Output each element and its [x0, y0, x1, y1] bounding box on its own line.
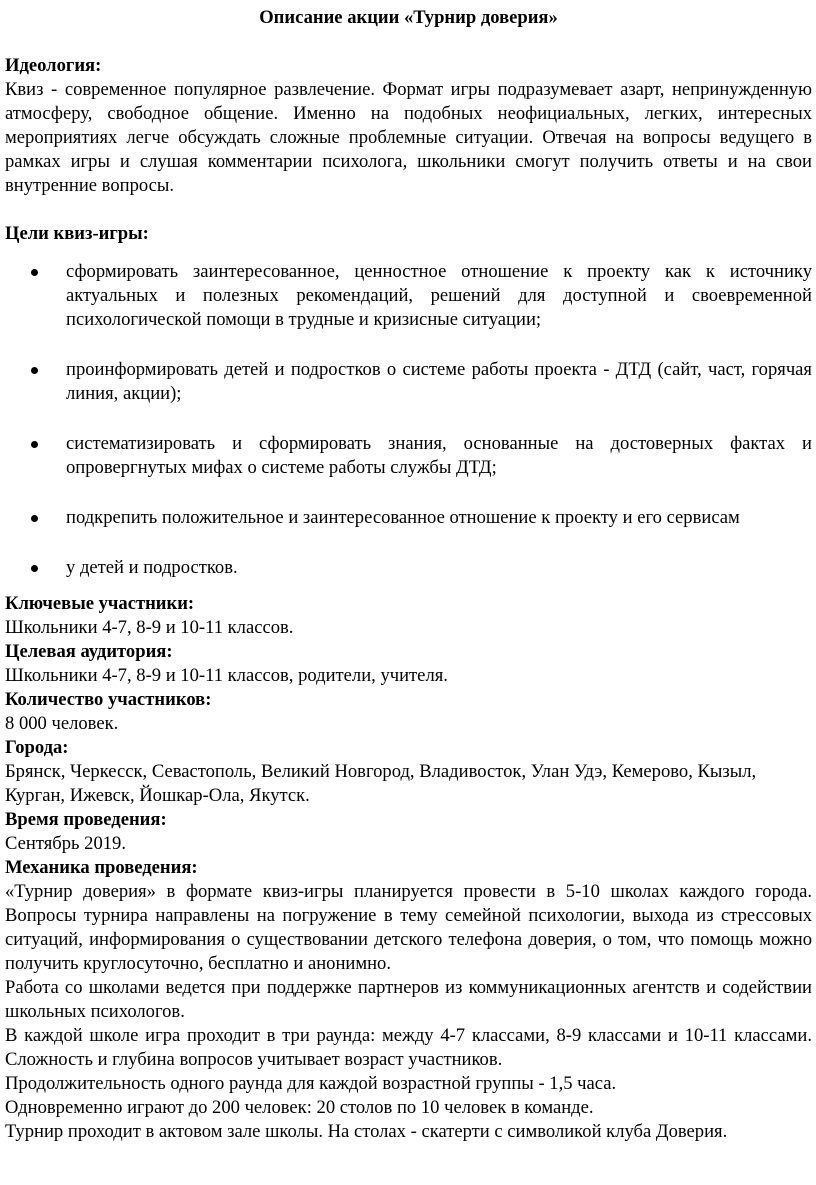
participants-text: Школьники 4-7, 8-9 и 10-11 классов.	[5, 617, 294, 638]
time-text: Сентябрь 2019.	[5, 833, 126, 854]
goal-item	[5, 260, 812, 332]
mechanics-paragraph: В каждой школе игра проходит в три раунда: между 4-7 классами, 8-9 классами и 10-11 классами. Сложность и глубина вопросов учитывает возраст участников.	[5, 1025, 812, 1070]
goal-item	[5, 358, 812, 406]
goal-text: систематизировать и сформировать знания, основанные на достоверных фактах и опровергнутых мифах о системе работы службы ДТД;	[66, 433, 812, 478]
goals-heading: Цели квиз-игры:	[5, 223, 149, 244]
spacer	[5, 30, 812, 54]
document-title: Описание акции «Турнир доверия»	[259, 7, 558, 28]
spacer	[5, 198, 812, 222]
ideology-heading: Идеология:	[5, 55, 102, 76]
mechanics-paragraph: Работа со школами ведется при поддержке партнеров из коммуникационных агентств и содействии школьных психологов.	[5, 977, 812, 1022]
goal-text: у детей и подростков.	[66, 557, 238, 578]
goal-item	[5, 556, 812, 580]
audience-heading: Целевая аудитория:	[5, 641, 173, 662]
goal-text: сформировать заинтересованное, ценностное отношение к проекту как к источнику актуальных и полезных рекомендаций, решений для доступной и своевременной психологической помощи в трудные и кризисные ситуации;	[66, 261, 812, 330]
mechanics-paragraph: Турнир проходит в актовом зале школы. На столах - скатерти с символикой клуба Доверия.	[5, 1121, 728, 1142]
mechanics-heading: Механика проведения:	[5, 857, 198, 878]
bullet-icon	[31, 441, 38, 448]
mechanics-paragraph: «Турнир доверия» в формате квиз-игры планируется провести в 5-10 школах каждого города. Вопросы турнира направлены на погружение в тему семейной психологии, выхода из стрессовых ситуаций, информирования о существовании детского телефона доверия, о том, что помощь можно получить круглосуточно, бесплатно и анонимно.	[5, 881, 812, 974]
bullet-icon	[31, 565, 38, 572]
goal-text: подкрепить положительное и заинтересованное отношение к проекту и его сервисам	[66, 507, 740, 528]
goal-item	[5, 506, 812, 530]
cities-text: Брянск, Черкесск, Севастополь, Великий Новгород, Владивосток, Улан Удэ, Кемерово, Кызыл, Курган, Ижевск, Йошкар-Ола, Якутск.	[5, 761, 757, 806]
goal-item	[5, 432, 812, 480]
goals-list	[5, 260, 812, 580]
cities-heading: Города:	[5, 737, 69, 758]
count-text: 8 000 человек.	[5, 713, 119, 734]
document-page	[5, 0, 812, 1144]
mechanics-paragraph: Одновременно играют до 200 человек: 20 столов по 10 человек в команде.	[5, 1097, 594, 1118]
bullet-icon	[31, 515, 38, 522]
bullet-icon	[31, 367, 38, 374]
count-heading: Количество участников:	[5, 689, 212, 710]
time-heading: Время проведения:	[5, 809, 167, 830]
mechanics-paragraph: Продолжительность одного раунда для каждой возрастной группы - 1,5 часа.	[5, 1073, 617, 1094]
bullet-icon	[31, 269, 38, 276]
ideology-text: Квиз - современное популярное развлечение. Формат игры подразумевает азарт, непринужденную атмосферу, свободное общение. Именно на подобных неофициальных, легких, интересных мероприятиях легче обсуждать сложные проблемные ситуации. Отвечая на вопросы ведущего в рамках игры и слушая комментарии психолога, школьники смогут получить ответы и на свои внутренние вопросы.	[5, 79, 812, 196]
participants-heading: Ключевые участники:	[5, 593, 195, 614]
goal-text: проинформировать детей и подростков о системе работы проекта - ДТД (сайт, част, горячая линия, акции);	[66, 359, 812, 404]
audience-text: Школьники 4-7, 8-9 и 10-11 классов, родители, учителя.	[5, 665, 448, 686]
